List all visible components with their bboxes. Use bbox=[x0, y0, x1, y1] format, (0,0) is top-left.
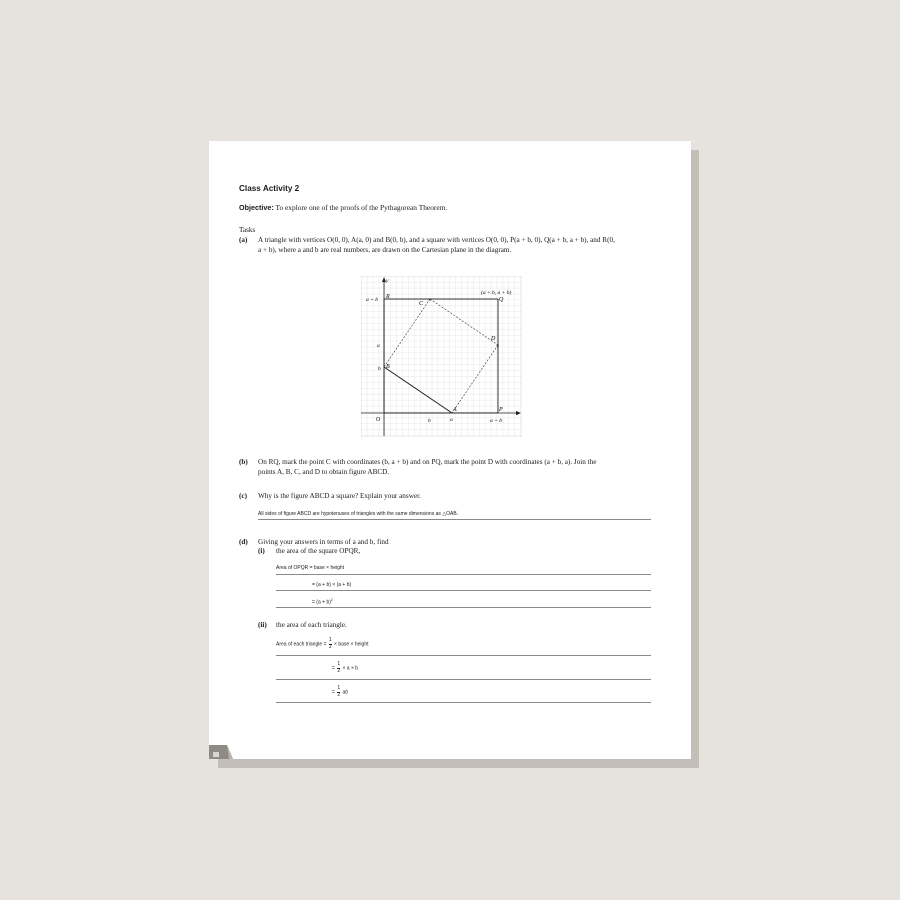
objective-label: Objective: bbox=[239, 203, 274, 212]
tick-label-x-a-plus-b: a + b bbox=[490, 418, 502, 424]
part-c-question: Why is the figure ABCD a square? Explain your answer. bbox=[258, 492, 421, 500]
fraction-denominator: 2 bbox=[337, 691, 341, 698]
fraction-denominator: 2 bbox=[328, 643, 332, 650]
answer-line bbox=[276, 679, 651, 680]
d-i-answer-line3-base: = (a + b) bbox=[312, 599, 331, 606]
part-a-label: (a) bbox=[239, 236, 248, 244]
q-coordinate-label: (a + b, a + b) bbox=[481, 290, 512, 296]
x-axis-label: x bbox=[516, 411, 519, 417]
part-d-ii-label: (ii) bbox=[258, 621, 267, 629]
label-r: R bbox=[386, 294, 390, 300]
part-b-text-line1: On RQ, mark the point C with coordinates (b, a + b) and on PQ, mark the point D with coordinates (a + b, a). Join the bbox=[258, 458, 597, 466]
fraction-half bbox=[337, 686, 340, 698]
part-b-label: (b) bbox=[239, 458, 248, 466]
point-c-mark: × bbox=[428, 298, 432, 304]
label-c: C bbox=[419, 301, 424, 307]
fraction-numerator: 1 bbox=[328, 637, 332, 643]
point-d-mark: × bbox=[496, 344, 500, 350]
fraction-half bbox=[337, 662, 340, 674]
fraction-numerator: 1 bbox=[337, 661, 341, 667]
cartesian-diagram bbox=[361, 276, 522, 437]
label-p: P bbox=[499, 407, 503, 413]
answer-line bbox=[276, 590, 651, 591]
d-ii-line1-suffix: × base × height bbox=[334, 641, 369, 648]
label-d: D bbox=[491, 336, 496, 342]
part-b-text-line2: points A, B, C, and D to obtain figure ABCD. bbox=[258, 468, 390, 476]
objective-text: To explore one of the proofs of the Pythagorean Theorem. bbox=[275, 203, 448, 212]
d-i-answer-line3-exponent: 2 bbox=[330, 598, 333, 602]
answer-line bbox=[258, 519, 651, 520]
fraction-denominator: 2 bbox=[337, 667, 341, 674]
d-i-answer-line1: Area of OPQR = base × height bbox=[276, 565, 345, 571]
answer-line bbox=[276, 574, 651, 575]
d-i-answer-line3 bbox=[312, 598, 333, 606]
part-d-ii-question: the area of each triangle. bbox=[276, 621, 347, 629]
answer-line bbox=[276, 655, 651, 656]
part-d-label: (d) bbox=[239, 538, 248, 546]
part-a-text-line1: A triangle with vertices O(0, 0), A(a, 0) and B(0, b), and a square with vertices O(0, 0), P(a + b, 0), Q(a + b, a + b), and R(0, bbox=[258, 236, 615, 244]
fraction-half bbox=[329, 638, 332, 650]
part-d-i-label: (i) bbox=[258, 547, 265, 555]
tasks-label: Tasks bbox=[239, 226, 256, 234]
equals-sign: = bbox=[332, 665, 335, 672]
part-a-text-line2: a + b), where a and b are real numbers, are drawn on the Cartesian plane in the diagram. bbox=[258, 246, 512, 254]
tick-label-y-a: a bbox=[377, 343, 380, 349]
fraction-numerator: 1 bbox=[337, 685, 341, 691]
d-i-answer-line2: = (a + b) × (a + b) bbox=[312, 582, 352, 588]
activity-title: Class Activity 2 bbox=[239, 184, 300, 193]
equals-sign: = bbox=[332, 689, 335, 696]
tick-label-x-a: a bbox=[450, 417, 453, 423]
worksheet-page bbox=[209, 141, 691, 759]
part-d-i-question: the area of the square OPQR, bbox=[276, 547, 361, 555]
label-a: A bbox=[453, 407, 457, 413]
d-ii-line3-suffix: ab bbox=[342, 689, 349, 696]
d-ii-answer-line2 bbox=[332, 662, 358, 674]
tick-label-y-b: b bbox=[378, 366, 381, 372]
answer-line bbox=[276, 607, 651, 608]
part-d-intro: Giving your answers in terms of a and b, find bbox=[258, 538, 389, 546]
objective-line bbox=[239, 203, 447, 212]
answer-line bbox=[276, 702, 651, 703]
part-c-answer: All sides of figure ABCD are hypotenuses of triangles with the same dimensions as △OAB. bbox=[258, 511, 459, 517]
part-c-label: (c) bbox=[239, 492, 247, 500]
page-curl-icon bbox=[209, 745, 233, 759]
d-ii-answer-line1 bbox=[276, 638, 369, 650]
label-b: B bbox=[386, 364, 390, 370]
label-q: Q bbox=[499, 297, 504, 303]
d-ii-line1-prefix: Area of each triangle = bbox=[276, 641, 327, 648]
y-axis-label: y bbox=[386, 278, 389, 284]
d-ii-line2-suffix: × a × b bbox=[342, 665, 359, 672]
tick-label-y-a-plus-b: a + b bbox=[366, 297, 378, 303]
tick-label-x-b: b bbox=[428, 418, 431, 424]
label-o: O bbox=[376, 417, 381, 423]
d-ii-answer-line3 bbox=[332, 686, 348, 698]
